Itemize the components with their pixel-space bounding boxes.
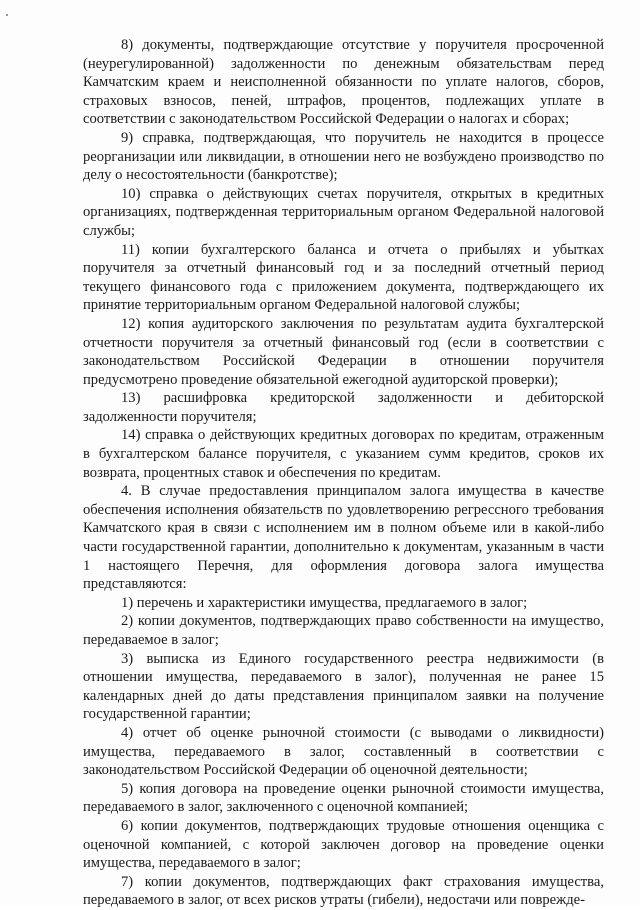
collateral-item-7: 7) копии документов, подтверждающих факт страхования имущества, передаваемого в залог, от всех рисков утраты (гибели), недостачи или поврежде- (83, 873, 604, 909)
section-4-collateral: 4. В случае предоставления принципалом залога имущества в качестве обеспечения исполнения обязательств по удовлетворению регрессного требования Камчатского края в связи с исполнением им в полном объеме или в какой-либо части государственной гарантии, дополнительно к документам, указанным в части 1 настоящего Перечня, для оформления договора залога имущества представляются: (83, 483, 604, 593)
item-14-loan-agreements: 14) справка о действующих кредитных договорах по кредитам, отраженным в бухгалтерском балансе поручителя, с указанием сумм кредитов, сроков их возврата, процентных ставок и обеспечения по кредитам. (83, 427, 604, 481)
scan-artifact (6, 14, 8, 16)
collateral-item-4: 4) отчет об оценке рыночной стоимости (с выводами о ликвидности) имущества, передаваемого в залог, составленный в соответствии с законодательством Российской Федерации об оценочной деятельности; (83, 724, 604, 779)
item-9-reorganization: 9) справка, подтверждающая, что поручитель не находится в процессе реорганизации или ликвидации, в отношении него не возбуждено производство по делу о несостоятельности (банкротстве); (83, 129, 604, 184)
collateral-item-1: 1) перечень и характеристики имущества, предлагаемого в залог; (121, 594, 528, 611)
collateral-item-5: 5) копия договора на проведение оценки рыночной стоимости имущества, передаваемого в залог, заключенного с оценочной компанией; (83, 780, 604, 816)
item-12-audit-report: 12) копия аудиторского заключения по результатам аудита бухгалтерской отчетности поручителя за отчетный финансовый год (если в соответствии с законодательством Российской Федерации в отношении поручителя предусмотрено проведение обязательной ежегодной аудиторской проверки); (83, 315, 604, 388)
item-11-balance-sheet: 11) копии бухгалтерского баланса и отчета о прибылях и убытках поручителя за отчетный финансовый год и за последний отчетный период текущего финансового года с приложением документа, подтверждающего их принятие территориальным органом Федеральной налоговой службы; (83, 241, 604, 314)
item-13-payables: 13) расшифровка кредиторской задолженности и дебиторской задолженности поручителя; (83, 390, 604, 425)
item-10-bank-accounts: 10) справка о действующих счетах поручителя, открытых в кредитных организациях, подтвержденная территориальным органом Федеральной налоговой службы; (83, 185, 604, 239)
document-body (83, 36, 604, 910)
item-8-tax-debt: 8) документы, подтверждающие отсутствие у поручителя просроченной (неурегулированной) задолженности по денежным обязательствам перед Камчатским краем и неисполненной обязанности по уплате налогов, сборов, страховых взносов, пеней, штрафов, процентов, подлежащих уплате в соответствии с законодательством Российской Федерации о налогах и сборах; (83, 37, 604, 128)
collateral-item-3: 3) выписка из Единого государственного реестра недвижимости (в отношении имущества, передаваемого в залог), полученная не ранее 15 календарных дней до даты представления принципалом заявки на получение государственной гарантии; (83, 650, 604, 723)
collateral-item-2: 2) копии документов, подтверждающих право собственности на имущество, передаваемое в залог; (83, 613, 604, 648)
collateral-item-6: 6) копии документов, подтверждающих трудовые отношения оценщика с оценочной компанией, с которой заключен договор на проведение оценки имущества, передаваемого в залог; (83, 817, 604, 872)
